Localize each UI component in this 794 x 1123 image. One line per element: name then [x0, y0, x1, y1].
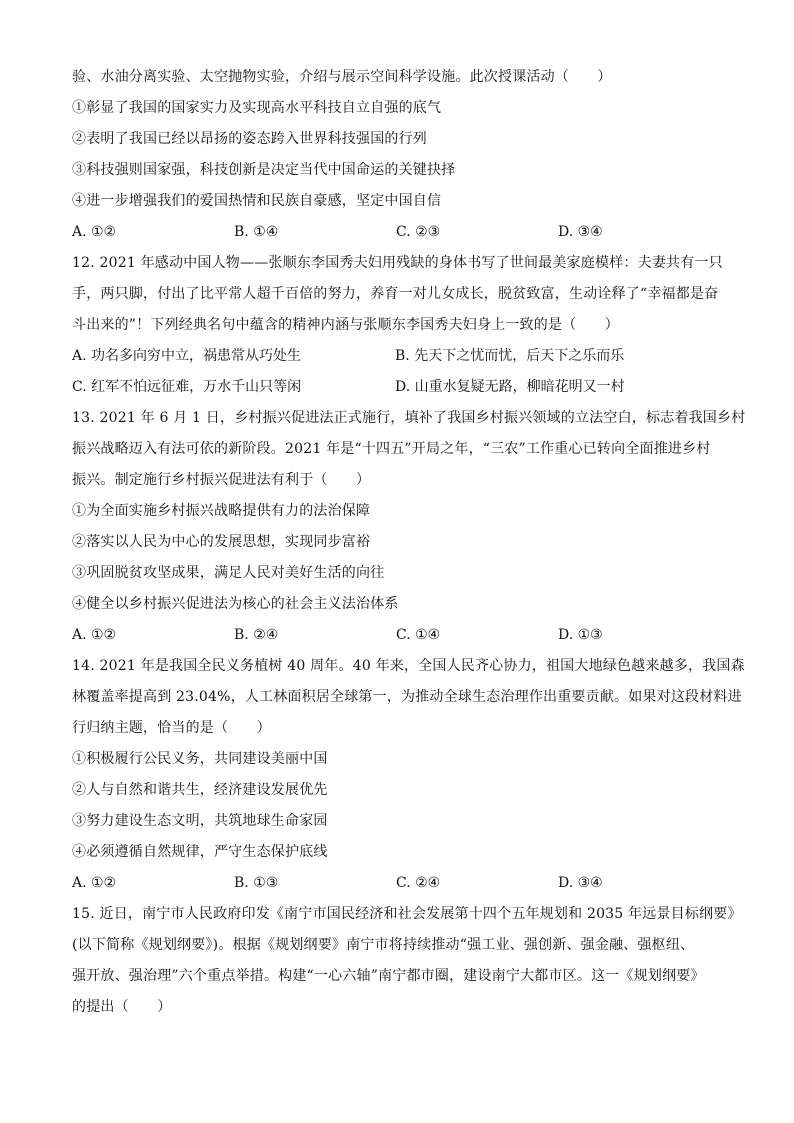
answer-options	[72, 868, 722, 899]
option-d: D. 山重水复疑无路，柳暗花明又一村	[395, 379, 625, 395]
option-b: B. 先天下之忧而忧，后天下之乐而乐	[395, 348, 625, 364]
statement-2: ②表明了我国已经以昂扬的姿态跨入世界科技强国的行列	[72, 131, 427, 147]
question-stem-line: 手，两只脚，付出了比平常人超千百倍的努力，养育一对儿女成长，脱贫致富，生动诠释了“幸福都是奋	[72, 286, 719, 302]
option-c: C. ②④	[396, 875, 441, 891]
option-b: B. ①③	[234, 875, 279, 891]
question-stem-line: 斗出来的”！下列经典名句中蕴含的精神内涵与张顺东李国秀夫妇身上一致的是（ ）	[72, 317, 619, 333]
question-stem-line: 振兴。制定施行乡村振兴促进法有利于（ ）	[72, 472, 371, 488]
question-15	[72, 899, 742, 1023]
answer-options-row	[72, 372, 722, 403]
question-stem: 验、水油分离实验、太空抛物实验，介绍与展示空间科学设施。此次授课活动（ ）	[72, 69, 612, 85]
question-12	[72, 248, 722, 403]
statement-2: ②人与自然和谐共生，经济建设发展优先	[72, 782, 328, 798]
statement-4: ④健全以乡村振兴促进法为核心的社会主义法治体系	[72, 596, 399, 612]
question-stem-line: 12. 2021 年感动中国人物——张顺东李国秀夫妇用残缺的身体书写了世间最美家庭模样：夫妻共有一只	[72, 255, 723, 271]
option-a: A. ①②	[72, 224, 117, 240]
question-stem-line: 振兴战略迈入有法可依的新阶段。2021 年是“十四五”开局之年，“三农”工作重心已转向全面推进乡村	[72, 441, 711, 457]
option-b: B. ①④	[234, 224, 279, 240]
answer-options	[72, 620, 722, 651]
question-stem-line: 的提出（ ）	[72, 999, 172, 1015]
statement-1: ①积极履行公民义务，共同建设美丽中国	[72, 751, 328, 767]
question-stem-line: 强开放、强治理”六个重点举措。构建“一心六轴”南宁都市圈，建设南宁大都市区。这一《规划纲要》	[72, 968, 705, 984]
option-d: D. ①③	[558, 627, 603, 643]
statement-4: ④必须遵循自然规律，严守生态保护底线	[72, 844, 328, 860]
question-13	[72, 403, 746, 651]
answer-options	[72, 217, 722, 248]
statement-3: ③巩固脱贫攻坚成果，满足人民对美好生活的向往	[72, 565, 385, 581]
option-c: C. ①④	[396, 627, 441, 643]
question-stem-line: 行归纳主题，恰当的是（ ）	[72, 720, 271, 736]
exam-page	[72, 62, 746, 1023]
statement-3: ③科技强则国家强，科技创新是决定当代中国命运的关键抉择	[72, 162, 456, 178]
option-b: B. ②④	[234, 627, 279, 643]
question-stem-line: 林覆盖率提高到 23.04%，人工林面积居全球第一，为推动全球生态治理作出重要贡献。如果对这段材料进	[72, 689, 742, 705]
option-c: C. ②③	[396, 224, 441, 240]
statement-1: ①为全面实施乡村振兴战略提供有力的法治保障	[72, 503, 371, 519]
statement-3: ③努力建设生态文明，共筑地球生命家园	[72, 813, 328, 829]
question-stem-line: 13. 2021 年 6 月 1 日，乡村振兴促进法正式施行，填补了我国乡村振兴领域的立法空白，标志着我国乡村	[72, 410, 746, 426]
option-a: A. ①②	[72, 627, 117, 643]
option-d: D. ③④	[558, 875, 603, 891]
answer-options-row	[72, 341, 722, 372]
question-14	[72, 651, 745, 899]
question-stem-line: 14. 2021 年是我国全民义务植树 40 周年。40 年来，全国人民齐心协力，祖国大地绿色越来越多，我国森	[72, 658, 745, 674]
statement-2: ②落实以人民为中心的发展思想，实现同步富裕	[72, 534, 371, 550]
statement-1: ①彰显了我国的国家实力及实现高水平科技自立自强的底气	[72, 100, 442, 116]
option-d: D. ③④	[558, 224, 603, 240]
option-a: A. 功名多向穷中立，祸患常从巧处生	[72, 348, 302, 364]
question-stem-line: 15. 近日，南宁市人民政府印发《南宁市国民经济和社会发展第十四个五年规划和 2035 年远景目标纲要》	[72, 906, 742, 922]
statement-4: ④进一步增强我们的爱国热情和民族自豪感，坚定中国自信	[72, 193, 442, 209]
option-c: C. 红军不怕远征难，万水千山只等闲	[72, 379, 302, 395]
option-a: A. ①②	[72, 875, 117, 891]
question-stem-line: (以下简称《规划纲要》)。根据《规划纲要》南宁市将持续推动“强工业、强创新、强金融、强枢纽、	[72, 937, 695, 953]
question-11	[72, 62, 722, 248]
